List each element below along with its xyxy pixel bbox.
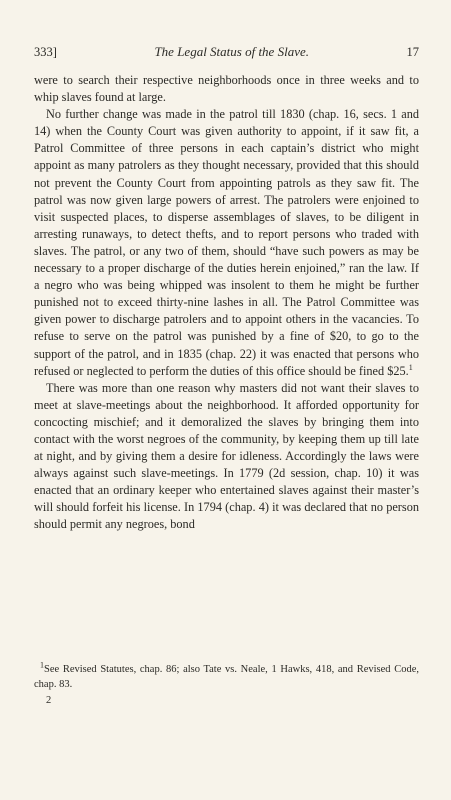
paragraph-1: were to search their respective neighborhoods once in three weeks and to whip slaves found at large.	[34, 73, 419, 105]
paragraph-2	[34, 106, 419, 380]
main-text	[34, 72, 419, 534]
running-title: The Legal Status of the Slave.	[154, 44, 309, 59]
signature-mark: 2	[46, 695, 52, 706]
footnote-text: See Revised Statutes, chap. 86; also Tate vs. Neale, 1 Hawks, 418, and Revised Code, chap. 83.	[34, 664, 419, 690]
footnotes	[34, 660, 419, 692]
footnote-reference: 1	[408, 362, 413, 372]
page-number: 17	[406, 45, 419, 59]
paragraph-2-text: No further change was made in the patrol till 1830 (chap. 16, secs. 1 and 14) when the County Court was given authority to appoint, if it saw fit, a Patrol Committee of three persons in each captain’s district who might appoint as many patrolers as they thought necessary, provided that this should not prevent the County Court from appointing patrols as they saw fit. The patrol was now given large powers of arrest. The patrolers were enjoined to visit suspected places, to disperse assemblages of slaves, to be diligent in arresting runaways, to detect thefts, and to report persons who traded with slaves. The patrol, or any two of them, should “have such powers as may be necessary to a proper discharge of the duties herein enjoined,” ran the law. If a negro who was being whipped was insolent to them he might be further punished not to exceed thirty-nine lashes in all. The Patrol Committee was given power to discharge patrolers and to appoint others in the vacancies. To refuse to serve on the patrol was punished by a fine of $20, to go to the support of the patrol, and in 1835 (chap. 22) it was enacted that persons who refused or neglected to perform the duties of this office should be fined $25.	[34, 107, 419, 378]
running-header	[34, 44, 419, 60]
page-marker: 333]	[34, 45, 57, 59]
footnote-marker: 1	[40, 660, 44, 670]
footnote-1	[34, 660, 419, 692]
paragraph-3: There was more than one reason why masters did not want their slaves to meet at slave-meetings about the neighborhood. It afforded opportunity for concocting mischief; and it demoralized the slaves by bringing them into contact with the worst negroes of the community, by keeping them up till late at night, and by giving them a desire for idleness. Accordingly the laws were always against such slave-meetings. In 1779 (2d session, chap. 10) it was enacted that an ordinary keeper who entertained slaves against their master’s will should forfeit his license. In 1794 (chap. 4) it was declared that no person should permit any negroes, bond	[34, 380, 419, 532]
